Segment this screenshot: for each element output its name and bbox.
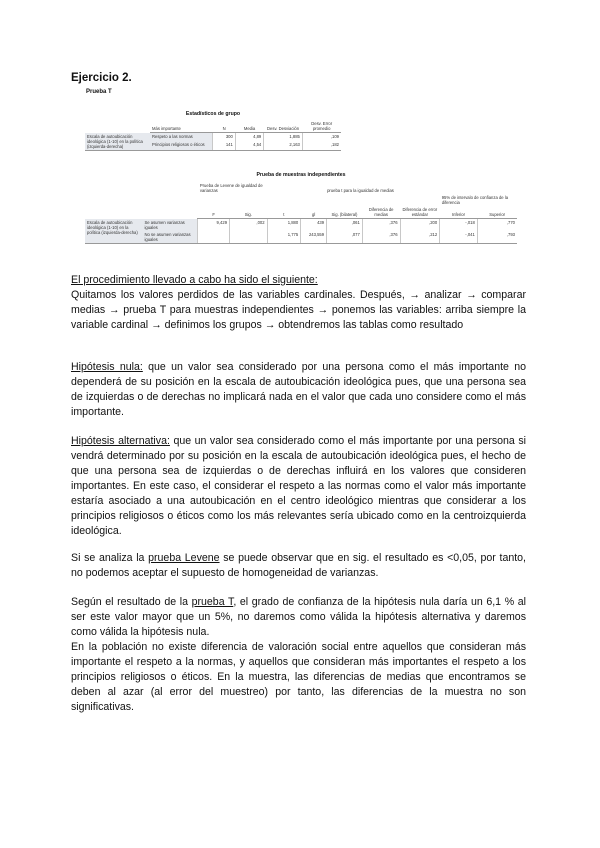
null-hypothesis-paragraph [71,360,526,420]
indep-col-header-row [85,206,517,219]
levene-text-post: se puede observar que en sig. el resultado es <0,05, por tanto, no podemos aceptar el supuesto de homogeneidad de varianzas. [71,552,526,579]
levene-text-pre: Si se analiza la [71,552,149,564]
cell-n: 141 [213,141,235,150]
col-header: Inferior [440,206,478,219]
ttest-link: prueba T [191,596,234,608]
cell-mean: 4,89 [235,133,263,142]
group-label: Principios religiosos o éticos [150,141,213,150]
indep-test-caption: Prueba de muestras independientes [256,172,346,178]
procedure-title: El procedimiento llevado a cabo ha sido el siguiente: [71,274,318,286]
cell-ci-upper: ,793 [477,231,517,244]
table-row [85,133,341,142]
cell-ci-lower: -,018 [440,219,478,231]
cell-t: 1,775 [267,231,301,244]
cell-ci-upper: ,770 [477,219,517,231]
cell-se-diff: ,212 [400,231,440,244]
alt-hypothesis-paragraph [71,434,526,539]
indep-test-table [85,182,517,244]
ttest-header: prueba t para la igualdad de medias [327,188,394,193]
ttest-text-pre: Según el resultado de la [71,596,192,608]
cell-mean-diff: ,376 [362,219,400,231]
col-header: t [267,206,301,219]
group-stats-header-row [85,120,341,133]
group-stats-table [85,120,341,151]
cell-ci-lower: -,041 [440,231,478,244]
table-row [85,219,517,231]
cell-se: ,109 [302,133,341,142]
cell-sig: ,002 [230,219,268,231]
ci-header: 95% de intervalo de confianza de la diferencia [441,195,509,205]
section-subtitle: Prueba T [86,89,112,95]
cell-n: 300 [213,133,235,142]
cell-se-diff: ,200 [400,219,440,231]
ttest-paragraph [71,595,526,640]
cell-se: ,182 [302,141,341,150]
conclusion-paragraph: En la población no existe diferencia de valoración social entre aquellos que consideran más importante el respeto a la normas, y aquellos que consideran más importantes el respeto a los principios religiosos o éticos. En la muestra, las diferencias de medias que encontramos se deben al azar (al error del muestreo) por tanto, las diferencias de la muestra no son significativas. [71,641,526,713]
col-header: Media [235,120,263,133]
cell-sig-bilateral: ,077 [327,231,363,244]
col-header: Más importante [150,120,213,133]
assumption-label: Se asumen varianzas iguales [142,219,197,231]
cell-mean-diff: ,376 [362,231,400,244]
alt-hypothesis-label: Hipótesis alternativa: [71,435,170,447]
ttest-text-post: , el grado de confianza de la hipótesis nula daría un 6,1 % al ser este valor mayor que un 5%, no daremos como válida la hipótesis alternativa y daremos como válida la hipótesis nula. [71,596,526,638]
cell-mean: 4,54 [235,141,263,150]
indep-header-row-2 [85,194,517,206]
levene-header: Prueba de Levene de igualdad de varianzas [199,183,263,193]
alt-hypothesis-text: que un valor sea considerado como el más importante por una persona si vendrá determinado por su posición en la escala de autoubicación ideológica pues, el hecho de que una persona sea de izquierdas o de derechas influirá en los valores que consideren importantes. En este caso, el considerar el respeto a las normas como el valor más importante estaría asociado a una autoubicación en el centro ideológico mientras que considerar a los principios religiosos o éticos como los más relevantes sería ubicado como en la centroizquierda ideológica. [71,435,526,537]
col-header: F [198,206,230,219]
cell-sig [230,231,268,244]
col-header: Desv. Error promedio [302,120,341,133]
cell-t: 1,880 [267,219,301,231]
group-stats-caption: Estadísticos de grupo [185,111,241,117]
col-header: Sig. (bilateral) [327,206,363,219]
levene-paragraph [71,551,526,581]
row-label: Escala de autoubicación ideológica (1-10) en la política (izquierda-derecha) [85,219,142,244]
cell-f: 9,429 [198,219,230,231]
cell-sd: 2,163 [264,141,303,150]
procedure-section [71,273,526,333]
row-label: Escala de autoubicación ideológica (1-10) en la política (izquierda-derecha) [85,133,150,151]
col-header: gl [301,206,327,219]
assumption-label: No se asumen varianzas iguales [142,231,197,244]
col-header: Sig. [230,206,268,219]
cell-sd: 1,885 [264,133,303,142]
cell-sig-bilateral: ,061 [327,219,363,231]
cell-f [198,231,230,244]
col-header: Superior [477,206,517,219]
cell-gl: 439 [301,219,327,231]
levene-test-link: prueba Levene [148,552,220,564]
procedure-text: Quitamos los valores perdidos de las variables cardinales. Después, → analizar → comparar medias → prueba T para muestras independientes → ponemos las variables: arriba siempre la variable cardinal → definimos los grupos → obtendremos las tablas como resultado [71,289,526,331]
col-header: Desv. Desviación [264,120,303,133]
col-header: N [213,120,235,133]
null-hypothesis-label: Hipótesis nula: [71,361,143,373]
cell-gl: 243,559 [301,231,327,244]
table-row [85,231,517,244]
exercise-title: Ejercicio 2. [71,72,132,84]
indep-header-row-1 [85,182,517,194]
null-hypothesis-text: que un valor sea considerado por una persona como el más importante no dependerá de su posición en la escala de autoubicación ideológica pues, que una persona sea de izquierdas o de derechas no implicará nada en el valor que cada uno considere como el más importante. [71,361,526,418]
group-label: Respeto a las normas [150,133,213,142]
col-header: Diferencia de medias [362,206,400,219]
col-header: Diferencia de error estándar [400,206,440,219]
